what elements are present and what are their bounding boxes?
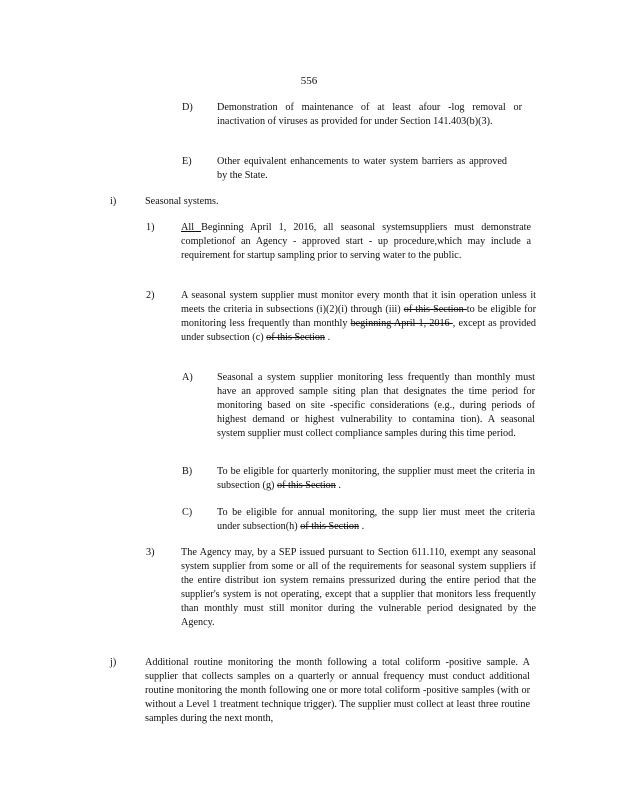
item-text: Other equivalent enhancements to water system barriers as approved by the State. <box>217 156 507 181</box>
struck-text: of this Section <box>300 521 360 532</box>
item-label: B) <box>182 466 193 477</box>
item-text: The Agency may, by a SEP issued pursuant to Section 611.110, exempt any seasonal system supplier from some or all of the requirements for seasonal system suppliers if the entire distribut ion system remains pressurized during the entire period that the supplier's system is not operating, except that a supplier that monitors less frequently than monthly must still monitor during the vulnerable period designated by the Agency. <box>181 547 536 628</box>
item-text: All Beginning April 1, 2016, all seasonal systemsuppliers must demonstrate completionof an Agency - approved start - up procedure,which may include a requirement for startup sampling prior to serving water to the public. <box>181 222 531 261</box>
item-label: D) <box>182 102 193 113</box>
struck-text: beginning April 1, 2016 <box>350 318 453 329</box>
item-text: Additional routine monitoring the month following a total coliform -positive sample. A supplier that collects samples on a quarterly or annual frequency must conduct additional routine monitoring the month following one or more total coliform -positive samples (with or without a Level 1 treatment technique trigger). The supplier must collect at least three routine samples during the next month, <box>145 657 530 724</box>
underlined-text: All <box>181 222 202 233</box>
page-number: 556 <box>300 75 318 87</box>
item-text: To be eligible for annual monitoring, the supp lier must meet the criteria under subsection(h) of this Section . <box>217 507 535 532</box>
item-label: i) <box>110 196 117 207</box>
item-label: 1) <box>146 222 155 233</box>
item-label: E) <box>182 156 192 167</box>
struck-text: of this Section <box>266 332 326 343</box>
item-label: A) <box>182 372 193 383</box>
item-text: To be eligible for quarterly monitoring, the supplier must meet the criteria in subsection (g) of this Section . <box>217 466 535 491</box>
struck-text: of this Section <box>276 480 336 491</box>
item-text: Demonstration of maintenance of at least afour -log removal or inactivation of viruses as provided for under Section 141.403(b)(3). <box>217 102 522 127</box>
item-label: C) <box>182 507 193 518</box>
item-text: A seasonal system supplier must monitor every month that it isin operation unless it meets the criteria in subsections (i)(2)(i) through (iii) of this Section to be eligible for monitoring less frequently than monthly beginning April 1, 2016 , except as provided under subsection (c) of this Section . <box>181 290 536 343</box>
item-label: 3) <box>146 547 155 558</box>
struck-text: of this Section <box>403 304 467 315</box>
item-text: Seasonal a system supplier monitoring less frequently than monthly must have an approved sample siting plan that designates the time period for monitoring based on site -specific considerations (e.g., during periods of highest demand or highest vulnerability to contamina tion). A seasonal system supplier must collect compliance samples during this time period. <box>217 372 535 439</box>
item-label: j) <box>110 657 117 668</box>
item-heading: Seasonal systems. <box>145 196 219 207</box>
item-label: 2) <box>146 290 155 301</box>
